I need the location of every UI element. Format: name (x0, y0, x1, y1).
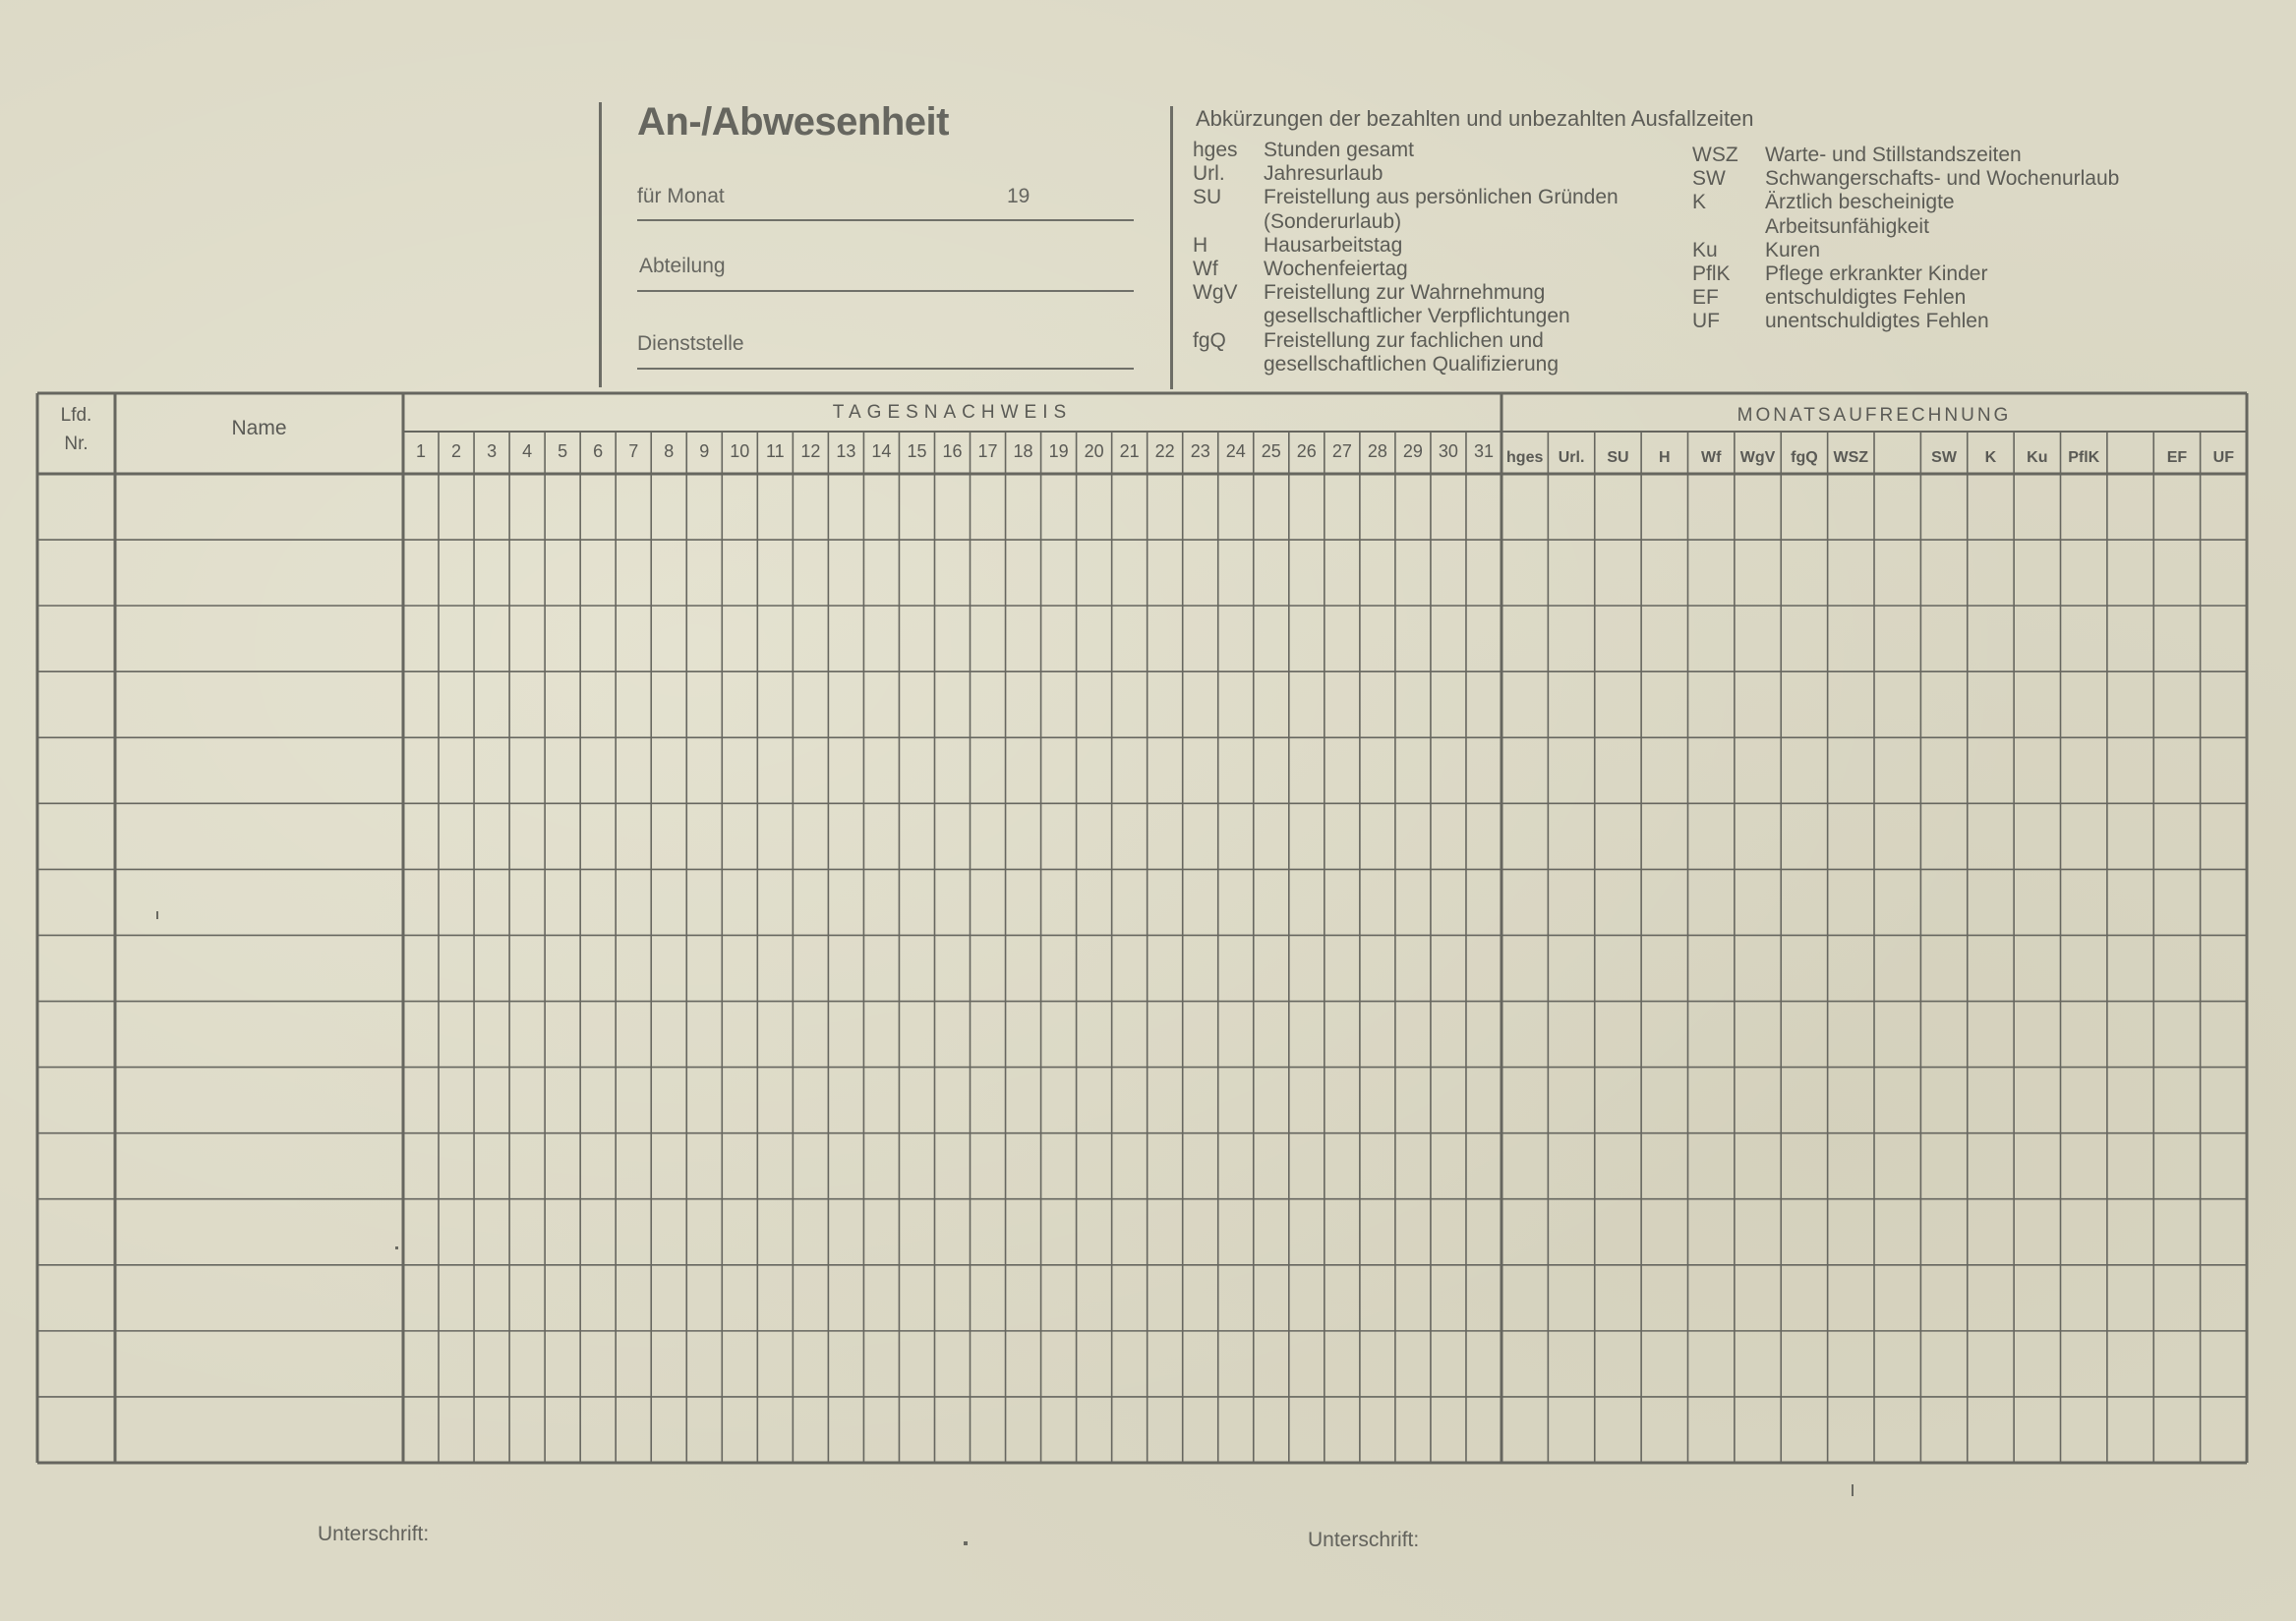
monthly-column-header: H (1659, 449, 1671, 466)
monthly-column-header: PflK (2068, 449, 2100, 466)
legend-abbr: H (1193, 233, 1208, 257)
legend-text: Arbeitsunfähigkeit (1765, 214, 1929, 238)
monthly-column-header: WgV (1739, 449, 1776, 466)
legend-text: Stunden gesamt (1264, 139, 1414, 161)
day-header: 17 (977, 441, 998, 461)
legend-text: Jahresurlaub (1264, 162, 1383, 186)
day-header: 1 (416, 441, 427, 461)
day-header: 19 (1048, 441, 1069, 461)
legend-abbr: SW (1692, 167, 1726, 191)
monthly-column-header: Wf (1700, 449, 1722, 466)
group-header-daily: TAGESNACHWEIS (832, 402, 1073, 423)
day-header: 23 (1190, 441, 1210, 461)
day-header: 22 (1154, 441, 1175, 461)
form-title: An-/Abwesenheit (637, 100, 949, 144)
paper-speck (156, 911, 158, 919)
field-label-abteilung: Abteilung (639, 255, 726, 277)
legend-text: Schwangerschafts- und Wochenurlaub (1765, 167, 2120, 191)
day-header: 10 (730, 441, 750, 461)
day-header: 18 (1013, 441, 1033, 461)
legend-text: Kuren (1765, 238, 1821, 261)
day-header: 4 (522, 441, 533, 461)
monthly-column-header: K (1984, 449, 1997, 466)
day-header: 31 (1473, 441, 1494, 461)
legend-title: Abkürzungen der bezahlten und unbezahlten Ausfallzeiten (1196, 106, 1754, 131)
day-header: 20 (1084, 441, 1104, 461)
day-header: 11 (765, 441, 785, 461)
paper-speck (1852, 1484, 1854, 1496)
legend-abbr: UF (1692, 310, 1720, 333)
monthly-column-header: Ku (2027, 449, 2048, 466)
day-header: 14 (871, 441, 892, 461)
signature-label-right: Unterschrift: (1308, 1529, 1420, 1551)
monthly-column-header: fgQ (1791, 449, 1818, 466)
monthly-column-header: EF (2166, 449, 2188, 466)
legend-abbr: hges (1193, 139, 1238, 161)
legend-abbr: WSZ (1692, 144, 1738, 166)
monthly-column-header: SW (1931, 449, 1957, 466)
signature-label-left: Unterschrift: (318, 1523, 430, 1545)
column-header-lfd: Lfd. (60, 405, 92, 426)
day-header: 24 (1225, 441, 1246, 461)
legend-abbr: EF (1692, 286, 1719, 310)
day-header: 16 (942, 441, 963, 461)
day-header: 25 (1261, 441, 1281, 461)
legend-abbr: Ku (1692, 238, 1718, 261)
legend-text: Freistellung zur Wahrnehmung (1264, 281, 1546, 305)
legend-abbr: WgV (1193, 281, 1238, 305)
legend-text: Freistellung zur fachlichen und (1264, 328, 1544, 352)
legend-text: Warte- und Stillstandszeiten (1765, 144, 2022, 166)
field-label-monat: für Monat (637, 185, 725, 207)
day-header: 30 (1438, 441, 1458, 461)
paper-speck (964, 1541, 968, 1545)
legend-abbr: Url. (1193, 162, 1225, 186)
legend-text: Freistellung aus persönlichen Gründen (1264, 186, 1619, 209)
field-label-dienststelle: Dienststelle (637, 332, 744, 355)
day-header: 13 (836, 441, 856, 461)
monthly-column-header: SU (1607, 449, 1629, 466)
legend-abbr: fgQ (1193, 328, 1226, 352)
legend-text: Ärztlich bescheinigte (1765, 191, 1955, 214)
monthly-column-header: WSZ (1833, 449, 1869, 466)
day-header: 7 (628, 441, 639, 461)
legend-text: (Sonderurlaub) (1264, 209, 1402, 233)
day-header: 15 (907, 441, 927, 461)
monthly-column-header: Url. (1558, 449, 1585, 466)
day-header: 8 (664, 441, 675, 461)
column-header-nr: Nr. (64, 434, 88, 454)
legend-text: gesellschaftlichen Qualifizierung (1264, 352, 1559, 376)
day-header: 9 (699, 441, 710, 461)
day-header: 6 (593, 441, 604, 461)
legend-text: Pflege erkrankter Kinder (1765, 262, 1988, 286)
day-header: 3 (487, 441, 498, 461)
legend-abbr: SU (1193, 186, 1222, 209)
day-header: 26 (1296, 441, 1317, 461)
legend-text: unentschuldigtes Fehlen (1765, 310, 1989, 333)
day-header: 2 (451, 441, 462, 461)
day-header: 5 (558, 441, 568, 461)
legend-text: gesellschaftlicher Verpflichtungen (1264, 305, 1570, 328)
monthly-column-header: hges (1506, 449, 1544, 466)
field-value-monat: 19 (1007, 185, 1030, 207)
paper-speck (395, 1246, 398, 1249)
day-header: 12 (800, 441, 821, 461)
legend-text: Wochenfeiertag (1264, 258, 1408, 281)
day-header: 29 (1402, 441, 1423, 461)
monthly-column-header: UF (2212, 449, 2234, 466)
column-header-name: Name (231, 417, 287, 439)
legend-abbr: PflK (1692, 262, 1731, 286)
day-header: 28 (1367, 441, 1387, 461)
legend-text: entschuldigtes Fehlen (1765, 286, 1967, 310)
legend-text: Hausarbeitstag (1264, 233, 1403, 257)
legend-abbr: Wf (1193, 258, 1218, 281)
day-header: 21 (1119, 441, 1140, 461)
legend-abbr: K (1692, 191, 1707, 214)
day-header: 27 (1331, 441, 1352, 461)
group-header-monthly: MONATSAUFRECHNUNG (1737, 405, 2012, 426)
